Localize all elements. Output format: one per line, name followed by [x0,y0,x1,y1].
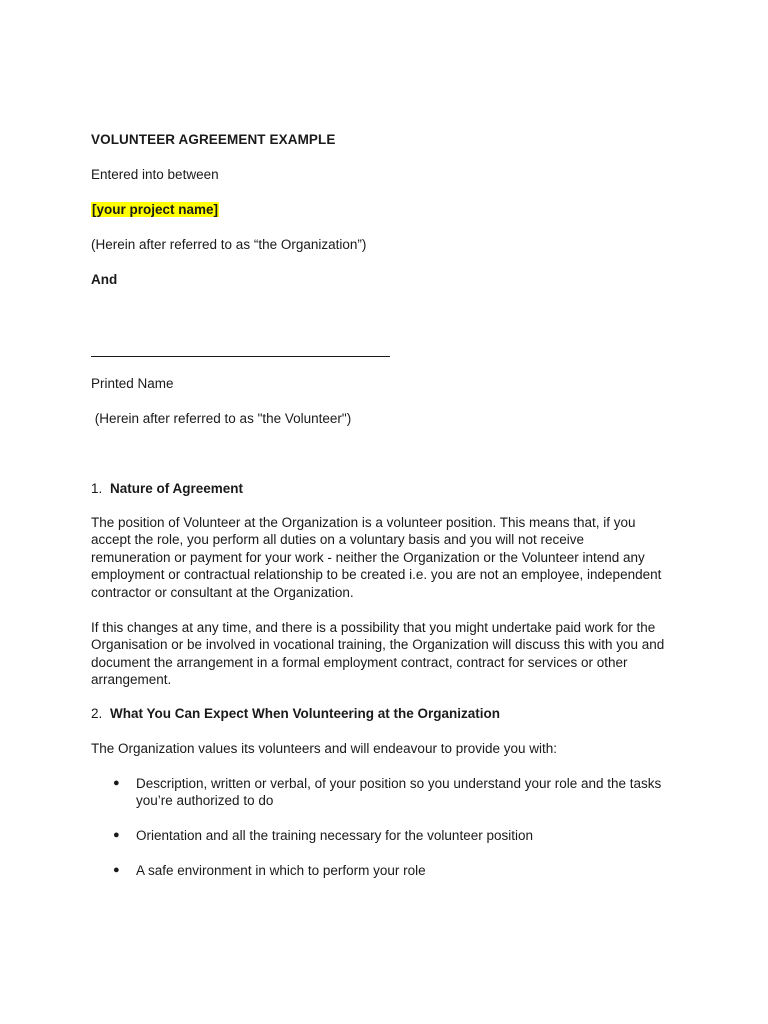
bullet-icon: ● [113,829,120,841]
section-1-heading [91,480,243,497]
volunteer-reference: (Herein after referred to as "the Volunteer") [91,411,352,426]
bullet-icon: ● [113,777,120,789]
list-item-line: Orientation and all the training necessary for the volunteer position [136,828,533,843]
section-1-paragraph-2 [91,619,691,689]
paragraph-line: arrangement. [91,672,172,688]
list-item [136,862,696,879]
project-name-placeholder [91,201,219,218]
signature-line [91,356,390,357]
section-2-title: What You Can Expect When Volunteering at the Organization [110,706,501,721]
paragraph-line: remuneration or payment for your work - neither the Organization or the Volunteer intend any [91,549,645,565]
paragraph-line: The position of Volunteer at the Organization is a volunteer position. This means that, if you [91,515,636,530]
list-item [136,827,696,844]
paragraph-line: accept the role, you perform all duties on a voluntary basis and you will not receive [91,532,585,548]
project-name-highlight: [your project name] [92,202,219,217]
printed-name-label: Printed Name [91,376,174,391]
paragraph-line: Organisation or be involved in vocational training, the Organization will discuss this with you and [91,637,665,653]
list-item-line: Description, written or verbal, of your position so you understand your role and the tasks [136,776,662,791]
organization-reference: (Herein after referred to as “the Organization”) [91,237,367,252]
section-1-paragraph-1 [91,514,691,601]
paragraph-line: document the arrangement in a formal employment contract, contract for services or other [91,654,628,670]
list-item-line: A safe environment in which to perform your role [136,863,426,878]
section-1-number: 1. [91,481,103,496]
document-title: VOLUNTEER AGREEMENT EXAMPLE [91,132,336,147]
section-2-number: 2. [91,706,103,721]
section-1-title: Nature of Agreement [110,481,244,496]
section-2-heading [91,705,500,722]
entered-into-text: Entered into between [91,167,219,182]
paragraph-line: contractor or consultant at the Organization. [91,584,354,600]
list-item-line: you’re authorized to do [136,793,274,809]
bullet-icon: ● [113,864,120,876]
paragraph-line: If this changes at any time, and there is a possibility that you might undertake paid work for the [91,620,656,635]
and-label: And [91,272,118,287]
section-2-intro: The Organization values its volunteers and will endeavour to provide you with: [91,741,558,756]
list-item [136,775,696,810]
paragraph-line: employment or contractual relationship to be created i.e. you are not an employee, independent [91,567,662,583]
